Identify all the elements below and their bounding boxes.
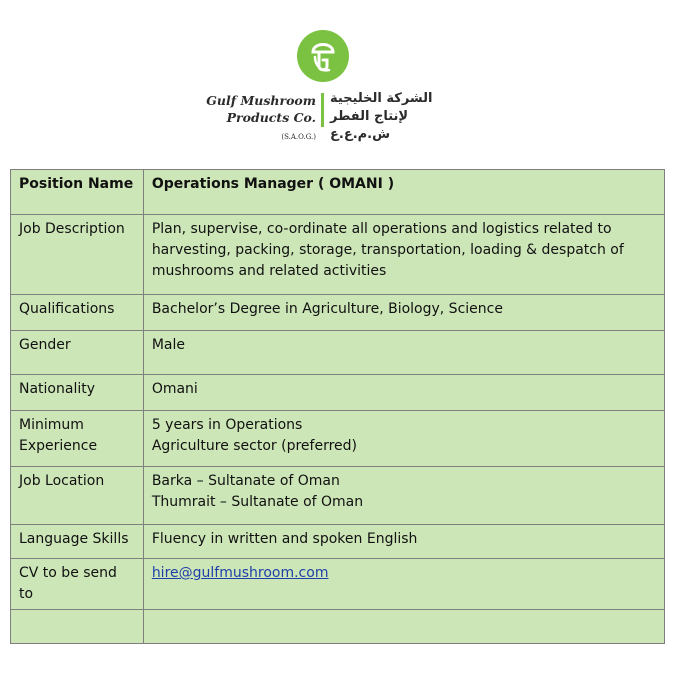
row-value-job-location: [143, 467, 664, 525]
company-name-arabic: [330, 90, 455, 144]
table-row: [11, 610, 665, 644]
row-value-cv-send-to: [143, 559, 664, 610]
job-details-table: [10, 169, 665, 644]
location-line2: Thumrait – Sultanate of Oman: [151, 494, 364, 510]
mushroom-logo-icon: [297, 30, 349, 82]
row-value-position-name: Operations Manager ( OMANI ): [143, 170, 664, 215]
table-row: [11, 170, 665, 215]
row-label-nationality: Nationality: [11, 375, 144, 411]
email-link[interactable]: hire@gulfmushroom.com: [151, 565, 329, 581]
row-value-gender: Male: [143, 331, 664, 375]
company-header: [0, 0, 675, 140]
row-label-job-description: Job Description: [11, 215, 144, 295]
row-label-minimum-experience: Minimum Experience: [11, 411, 144, 467]
row-value-job-description: Plan, supervise, co-ordinate all operations and logistics related to harvesting, packing, storage, transportation, loading & despatch of mushrooms and related activities: [143, 215, 664, 295]
company-name-line1: Gulf Mushroom: [206, 93, 316, 108]
table-row: [11, 375, 665, 411]
row-label-qualifications: Qualifications: [11, 295, 144, 331]
table-row: [11, 411, 665, 467]
experience-line1: 5 years in Operations: [151, 417, 303, 433]
company-name-arabic-line2: لإنتاج الفطر ش.م.ع.ع: [330, 109, 409, 142]
experience-line2: Agriculture sector (preferred): [151, 438, 357, 454]
company-name-arabic-line1: الشركة الخليجية: [330, 91, 433, 106]
row-label-position-name: Position Name: [11, 170, 144, 215]
table-row: [11, 525, 665, 559]
table-row: [11, 467, 665, 525]
table-row: [11, 331, 665, 375]
row-label-language-skills: Language Skills: [11, 525, 144, 559]
row-value-language-skills: Fluency in written and spoken English: [143, 525, 664, 559]
row-value-empty: [143, 610, 664, 644]
row-value-qualifications: Bachelor’s Degree in Agriculture, Biology, Science: [143, 295, 664, 331]
row-label-job-location: Job Location: [11, 467, 144, 525]
brand-divider: [321, 93, 324, 127]
company-name-english: [196, 92, 316, 146]
row-label-cv-send-to: CV to be send to: [11, 559, 144, 610]
row-value-minimum-experience: [143, 411, 664, 467]
table-row: [11, 215, 665, 295]
table-row: [11, 559, 665, 610]
row-label-gender: Gender: [11, 331, 144, 375]
company-suffix: (S.A.O.G.): [281, 133, 316, 141]
row-label-empty: [11, 610, 144, 644]
row-value-nationality: Omani: [143, 375, 664, 411]
location-line1: Barka – Sultanate of Oman: [151, 473, 340, 489]
table-row: [11, 295, 665, 331]
company-name-line2: Products Co.: [226, 110, 316, 125]
